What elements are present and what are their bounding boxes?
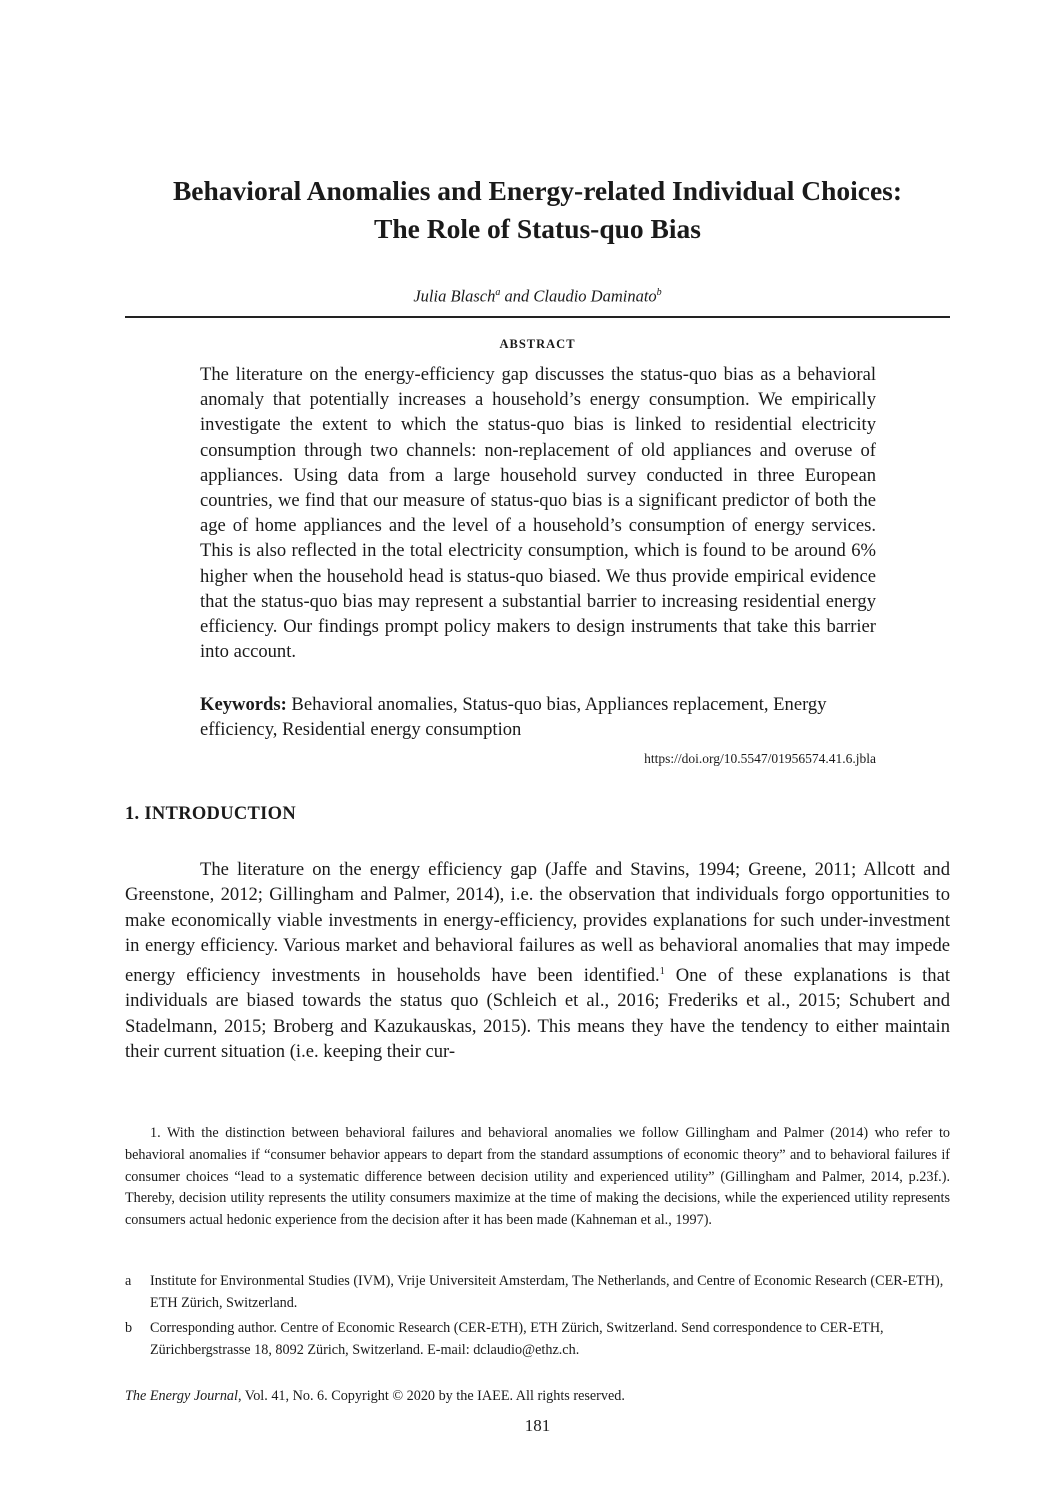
abstract-heading: ABSTRACT [499,337,576,351]
author-2: Claudio Daminato [533,286,657,306]
intro-text-part-1: The literature on the energy efficiency gap (Jaffe and Stavins, 1994; Greene, 2011; Allcott and Greenstone, 2012; Gillingham and Palmer, 2014), i.e. the observation that individuals forgo opportunities to make economically viable investments in energy-efficiency, provides explanations for such under-investment in energy efficiency. Various market and behavioral failures as well as behavioral anomalies that may impede energy efficiency investments in households have been identified. [125,859,950,986]
author-1-mark: a [495,287,501,298]
author-2-mark: b [656,287,662,298]
section-heading: 1. INTRODUCTION [125,804,297,824]
author-1: Julia Blasch [413,286,496,306]
footnote-reference[interactable]: 1 [659,965,665,977]
paper-title [125,172,950,248]
affiliation-b-mark: b [125,1320,133,1336]
title-line-2: The Role of Status-quo Bias [374,213,701,244]
abstract-text: The literature on the energy-efficiency gap discusses the status-quo bias as a behavioral anomaly that potentially increases a household’s energy consumption. We empirically investigate the extent to which the status-quo bias is linked to residential electricity consumption through two channels: non-replacement of old appliances and overuse of appliances. Using data from a large household survey conducted in three European countries, we find that our measure of status-quo bias is a significant predictor of both the age of home appliances and the level of a household’s consumption of energy services. This is also reflected in the total electricity consumption, which is found to be around 6% higher when the household head is status-quo biased. We thus provide empirical evidence that the status-quo bias may represent a substantial barrier to increasing residential energy efficiency. Our findings prompt policy makers to design instruments that take this barrier into account. [200,364,876,663]
intro-paragraph [125,857,950,1064]
affiliation-b [125,1317,950,1361]
affiliation-b-text: Corresponding author. Centre of Economic Research (CER-ETH), ETH Zürich, Switzerland. Send correspondence to CER-ETH, Zürichbergstrasse 18, 8092 Zürich, Switzerland. E-mail: dclaudio@ethz.ch. [150,1320,884,1358]
journal-name: The Energy Journal [125,1388,238,1404]
keywords-label: Keywords: [200,694,287,715]
journal-details: , Vol. 41, No. 6. Copyright © 2020 by the IAEE. All rights reserved. [237,1388,625,1404]
footnote-1 [125,1123,950,1232]
affiliation-a [125,1270,950,1314]
title-line-1: Behavioral Anomalies and Energy-related Individual Choices: [172,175,903,206]
footnote-1-text: 1. With the distinction between behavioral failures and behavioral anomalies we follow Gillingham and Palmer (2014) who refer to behavioral anomalies if “consumer behavior appears to depart from the standard assumptions of economic theory” and to behavioral failures if consumer choices “lead to a systematic difference between decision utility and experienced utility” (Gillingham and Palmer, 2014, p.23f.). Thereby, decision utility represents the utility consumers maximize at the time of making the decisions, while the experienced utility represents consumers actual hedonic experience from the decision after it has been made (Kahneman et al., 1997). [125,1125,950,1229]
affiliation-a-text: Institute for Environmental Studies (IVM), Vrije Universiteit Amsterdam, The Netherlands, and Centre of Economic Research (CER-ETH), ETH Zürich, Switzerland. [150,1273,944,1311]
author-line [125,282,950,308]
journal-citation [125,1386,950,1406]
doi-link[interactable]: https://doi.org/10.5547/01956574.41.6.jbla [644,751,876,766]
intro-text-part-2: One of these explanations is that individuals are biased towards the status quo (Schleich et al., 2016; Frederiks et al., 2015; Schubert and Stadelmann, 2015; Broberg and Kazukauskas, 2015). This means they have the tendency to either maintain their current situation (i.e. keeping their cur- [125,964,950,1063]
affiliation-a-mark: a [125,1273,132,1289]
author-conjunction: and [500,286,534,306]
keywords [200,692,876,742]
keywords-list: Behavioral anomalies, Status-quo bias, Appliances replacement, Energy efficiency, Residential energy consumption [200,694,827,741]
header-rule [125,316,950,318]
page-number: 181 [524,1416,551,1435]
